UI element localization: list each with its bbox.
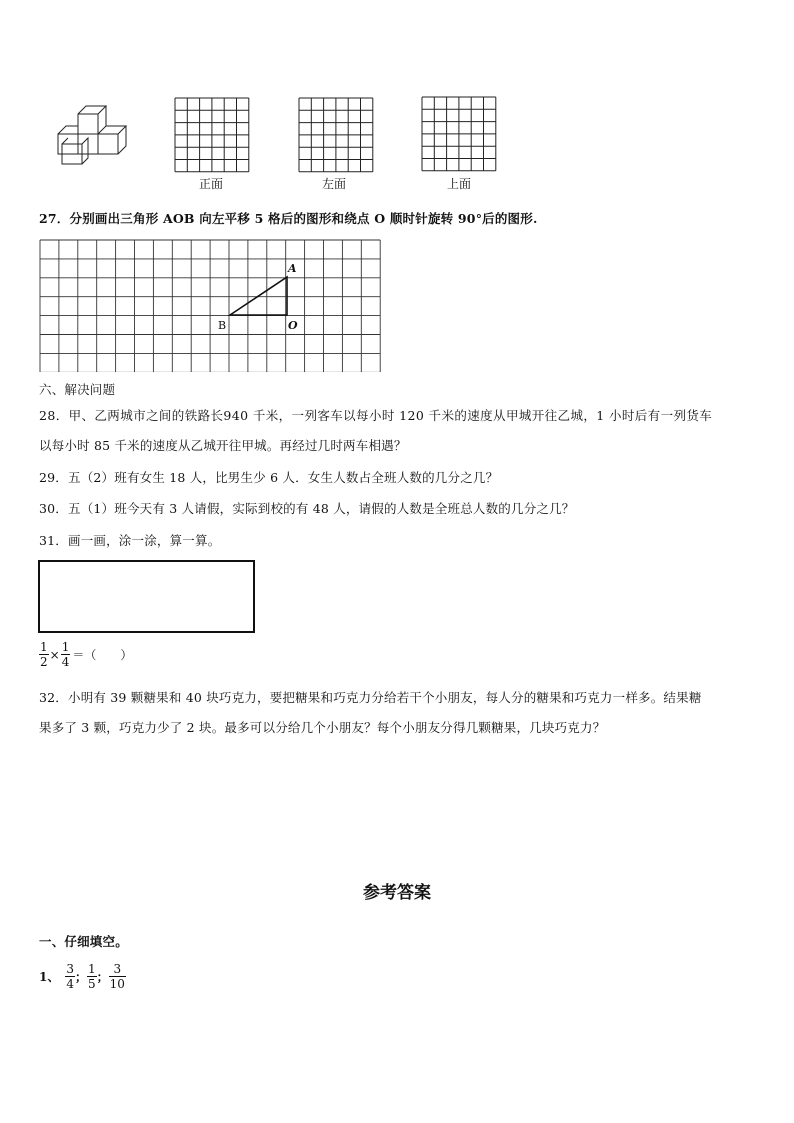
answers-title: 参考答案 — [363, 883, 431, 903]
answer-fraction-1-5: $\frac{1}{5}$ — [88, 962, 96, 991]
left-view-grid[interactable] — [298, 97, 374, 173]
fraction-one-half: $\frac{1}{2}$ — [40, 640, 48, 669]
question-28-line1: 28．甲、乙两城市之间的铁路长940 千米，一列客车以每小时 120 千米的速度从甲城开往乙城，1 小时后有一列货车 — [39, 408, 713, 423]
answer-fraction-3-4: $\frac{3}{4}$ — [66, 962, 74, 991]
front-view-label: 正面 — [199, 177, 224, 191]
times-sign: × — [49, 647, 60, 662]
answer-1-label: 1、 — [39, 970, 60, 984]
triangle-grid[interactable] — [39, 239, 383, 372]
q31-expression — [39, 640, 132, 669]
point-b-label: B — [218, 319, 227, 332]
top-view-label: 上面 — [447, 177, 472, 191]
triangle-aob — [230, 277, 287, 315]
fraction-one-quarter: $\frac{1}{4}$ — [61, 640, 70, 669]
drawing-rectangle[interactable] — [38, 560, 255, 633]
question-32-line2: 果多了 3 颗，巧克力少了 2 块。最多可以分给几个小朋友？每个小朋友分得几颗糖果，几块巧克力？ — [39, 720, 606, 735]
answer-blank[interactable]: ＝（ ） — [72, 648, 133, 662]
question-28-line2: 以每小时 85 千米的速度从乙城开往甲城。再经过几时两车相遇？ — [39, 438, 407, 453]
question-27: 27．分别画出三角形 AOB 向左平移 5 格后的图形和绕点 O 顺时针旋转 90°后的图形. — [39, 211, 538, 226]
front-view-grid[interactable] — [174, 97, 250, 173]
top-view-grid[interactable] — [421, 96, 497, 172]
question-31: 31．画一画，涂一涂，算一算。 — [39, 533, 221, 548]
section-6-heading: 六、解决问题 — [39, 382, 116, 397]
answer-1 — [39, 962, 126, 991]
answers-section-1: 一、仔细填空。 — [39, 934, 128, 949]
question-32-line1: 32．小明有 39 颗糖果和 40 块巧克力，要把糖果和巧克力分给若干个小朋友，每人分的糖果和巧克力一样多。结果糖 — [39, 690, 702, 705]
separator: ； — [75, 970, 88, 984]
point-a-label: A — [288, 262, 297, 275]
left-view-label: 左面 — [322, 177, 347, 191]
cube-stack-figure — [40, 100, 130, 170]
answer-fraction-3-10: $\frac{3}{10}$ — [109, 962, 125, 991]
question-30: 30．五（1）班今天有 3 人请假，实际到校的有 48 人，请假的人数是全班总人数的几分之几？ — [39, 501, 575, 516]
question-29: 29．五（2）班有女生 18 人，比男生少 6 人．女生人数占全班人数的几分之几？ — [39, 470, 499, 485]
separator: ； — [96, 970, 109, 984]
point-o-label: O — [288, 319, 298, 332]
